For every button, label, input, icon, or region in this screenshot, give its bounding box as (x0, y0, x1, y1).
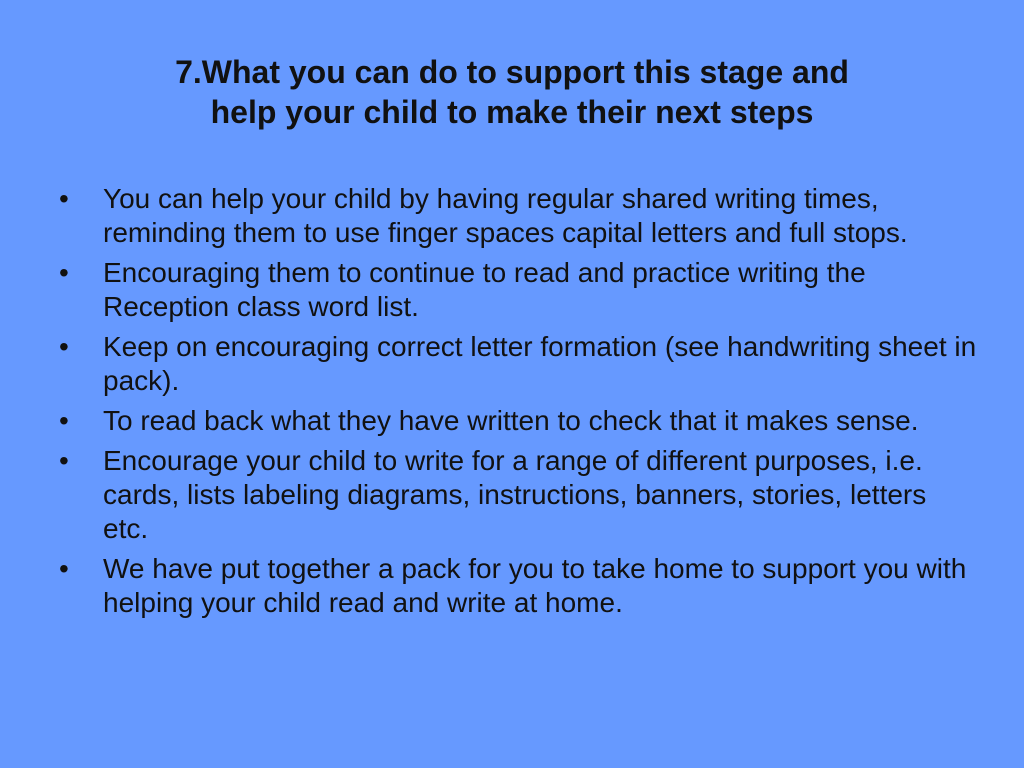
bullet-marker: • (59, 183, 69, 214)
bullet-item (57, 330, 977, 398)
bullet-marker: • (59, 405, 69, 436)
slide-title-line-1: 7.What you can do to support this stage and (175, 54, 849, 90)
bullet-item (57, 256, 977, 324)
bullet-text: To read back what they have written to check that it makes sense. (103, 405, 919, 436)
bullet-item (57, 552, 977, 620)
bullet-marker: • (59, 331, 69, 362)
bullet-item (57, 182, 977, 250)
bullet-item (57, 444, 977, 546)
bullet-text: You can help your child by having regular shared writing times, reminding them to use finger spaces capital letters and full stops. (103, 183, 908, 248)
bullet-text: Encourage your child to write for a range of different purposes, i.e. cards, lists labeling diagrams, instructions, banners, stories, letters etc. (103, 445, 927, 544)
slide-title (60, 52, 964, 132)
bullet-text: We have put together a pack for you to take home to support you with helping your child read and write at home. (103, 553, 967, 618)
bullet-marker: • (59, 257, 69, 288)
bullet-item (57, 404, 977, 438)
bullet-marker: • (59, 553, 69, 584)
bullet-list (57, 182, 977, 626)
bullet-marker: • (59, 445, 69, 476)
bullet-text: Encouraging them to continue to read and practice writing the Reception class word list. (103, 257, 866, 322)
bullet-text: Keep on encouraging correct letter formation (see handwriting sheet in pack). (103, 331, 977, 396)
slide-title-line-2: help your child to make their next steps (210, 94, 814, 130)
